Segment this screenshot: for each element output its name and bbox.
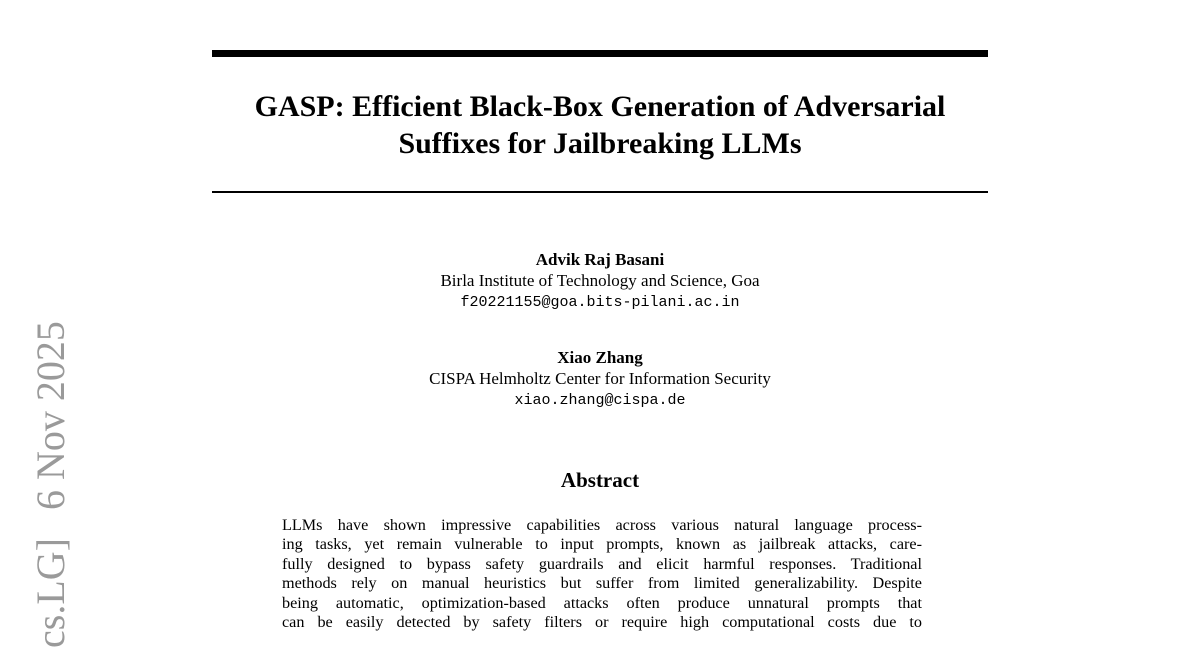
abstract-body [282, 516, 922, 632]
author-block-2 [300, 347, 900, 413]
title-top-rule [212, 50, 988, 57]
abstract-line: being automatic, optimization-based attacks often produce unnatural prompts that [282, 593, 922, 612]
author-email[interactable]: xiao.zhang@cispa.de [514, 392, 686, 409]
abstract-line: fully designed to bypass safety guardrails and elicit harmful responses. Traditional [282, 554, 922, 573]
abstract-line: LLMs have shown impressive capabilities across various natural language process- [282, 516, 922, 534]
author-name: Xiao Zhang [557, 348, 643, 367]
author-email[interactable]: f20221155@goa.bits-pilani.ac.in [460, 294, 740, 311]
arxiv-category: cs.LG] [28, 538, 73, 648]
author-affiliation: CISPA Helmholtz Center for Information Security [429, 369, 771, 388]
arxiv-stamp-text [28, 321, 73, 648]
title-bottom-rule [212, 191, 988, 193]
abstract-line: ing tasks, yet remain vulnerable to input prompts, known as jailbreak attacks, care- [282, 535, 922, 554]
title-line: Suffixes for Jailbreaking LLMs [398, 127, 802, 160]
arxiv-date: 6 Nov 2025 [28, 321, 73, 511]
paper-title [212, 88, 988, 162]
author-block-1 [300, 249, 900, 315]
arxiv-stamp [0, 0, 100, 648]
abstract-line: can be easily detected by safety filters or require high computational costs due to [282, 613, 922, 632]
author-name: Advik Raj Basani [535, 250, 665, 269]
abstract-line: methods rely on manual heuristics but suffer from limited generalizability. Despite [282, 574, 922, 593]
abstract-heading: Abstract [560, 468, 640, 492]
title-line: GASP: Efficient Black-Box Generation of Adversarial [254, 90, 946, 123]
author-affiliation: Birla Institute of Technology and Science, Goa [440, 271, 760, 290]
